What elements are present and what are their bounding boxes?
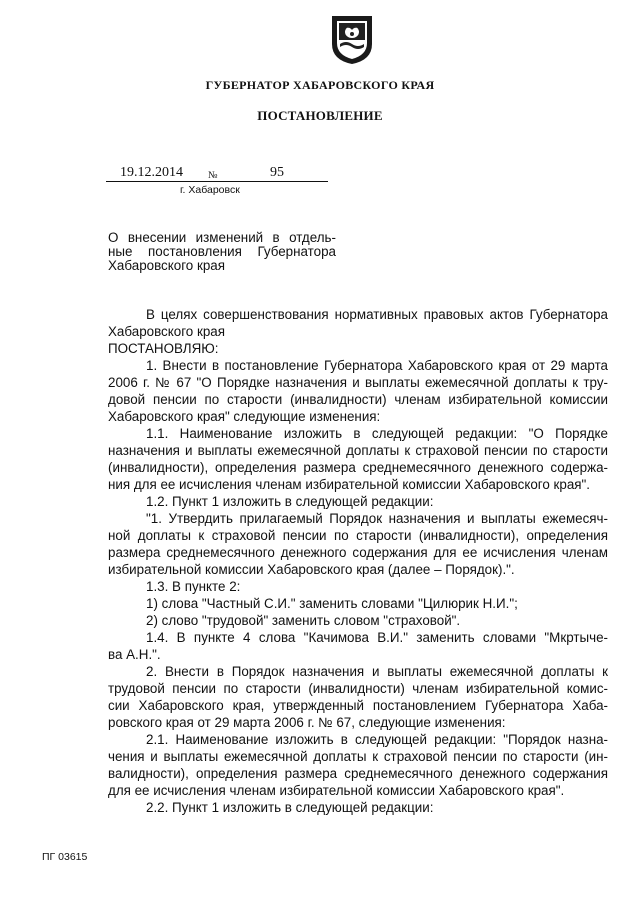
document-type: ПОСТАНОВЛЕНИЕ — [257, 108, 383, 123]
subject-line: О внесении изменений в отдель- — [108, 230, 336, 245]
khabarovsk-coat-of-arms-icon — [330, 14, 374, 66]
body-line: 2. Внести в Порядок назначения и выплаты ежемесячной доплаты к — [146, 664, 608, 679]
number-sign: № — [208, 170, 218, 181]
body-line: 2.2. Пункт 1 изложить в следующей редакции: — [146, 800, 434, 815]
body-line: сии Хабаровского края, утвержденный постановлением Губернатора Хаба- — [108, 698, 608, 713]
issuing-authority: ГУБЕРНАТОР ХАБАРОВСКОГО КРАЯ — [205, 78, 435, 92]
body-line: 2) слово "трудовой" заменить словом "страховой". — [146, 613, 461, 628]
date-number-underline — [106, 181, 328, 182]
body-line: 1.3. В пункте 2: — [146, 579, 241, 594]
body-line: довой пенсии по старости (инвалидности) членам избирательной комиссии — [108, 392, 608, 407]
body-line: ва А.Н.". — [108, 647, 161, 662]
body-line: ной доплаты к страховой пенсии по старости (инвалидности), определения — [108, 528, 608, 543]
document-body — [108, 306, 608, 816]
body-line: 1.1. Наименование изложить в следующей редакции: "О Порядке — [146, 426, 608, 441]
body-line: назначения и выплаты ежемесячной доплаты к страховой пенсии по старости — [108, 443, 608, 458]
city-name: г. Хабаровск — [180, 184, 240, 196]
body-line: 1.2. Пункт 1 изложить в следующей редакции: — [146, 494, 434, 509]
document-number: 95 — [270, 165, 284, 180]
body-line: (инвалидности), определения размера среднемесячного денежного содержа- — [108, 460, 608, 475]
body-line: размера среднемесячного денежного содержания для ее исчисления членам — [108, 545, 608, 560]
subject-line: Хабаровского края — [108, 258, 225, 273]
document-subject — [108, 231, 336, 273]
body-line: валидности), определения размера среднемесячного денежного содержания — [108, 766, 608, 781]
body-line: трудовой пенсии по старости (инвалидности) членам избирательной комис- — [108, 681, 608, 696]
body-line: Хабаровского края" следующие изменения: — [108, 409, 381, 424]
body-line: В целях совершенствования нормативных правовых актов Губернатора — [146, 307, 608, 322]
subject-line: ные постановления Губернатора — [108, 244, 336, 259]
body-line: Хабаровского края — [108, 324, 225, 339]
body-line: "1. Утвердить прилагаемый Порядок назначения и выплаты ежемесяч- — [146, 511, 608, 526]
body-line: для ее исчисления членам избирательной комиссии Хабаровского края". — [108, 783, 565, 798]
body-line: чения и выплаты ежемесячной доплаты к страховой пенсии по старости (ин- — [108, 749, 608, 764]
document-date: 19.12.2014 — [120, 165, 183, 180]
body-line: 1. Внести в постановление Губернатора Хабаровского края от 29 марта — [146, 358, 608, 373]
body-line: 1.4. В пункте 4 слова "Качимова В.И." заменить словами "Мкртыче- — [146, 630, 608, 645]
body-line: 1) слова "Частный С.И." заменить словами "Цилюрик Н.И."; — [146, 596, 518, 611]
body-line: ПОСТАНОВЛЯЮ: — [108, 341, 219, 356]
body-line: 2.1. Наименование изложить в следующей редакции: "Порядок назна- — [146, 732, 608, 747]
body-line: избирательной комиссии Хабаровского края (далее – Порядок).". — [108, 562, 515, 577]
body-line: ровского края от 29 марта 2006 г. № 67, следующие изменения: — [108, 715, 506, 730]
body-line: 2006 г. № 67 "О Порядке назначения и выплаты ежемесячной доплаты к тру- — [108, 375, 608, 390]
footer-code: ПГ 03615 — [42, 851, 88, 863]
body-line: ния для ее исчисления членам избирательной комиссии Хабаровского края". — [108, 477, 591, 492]
